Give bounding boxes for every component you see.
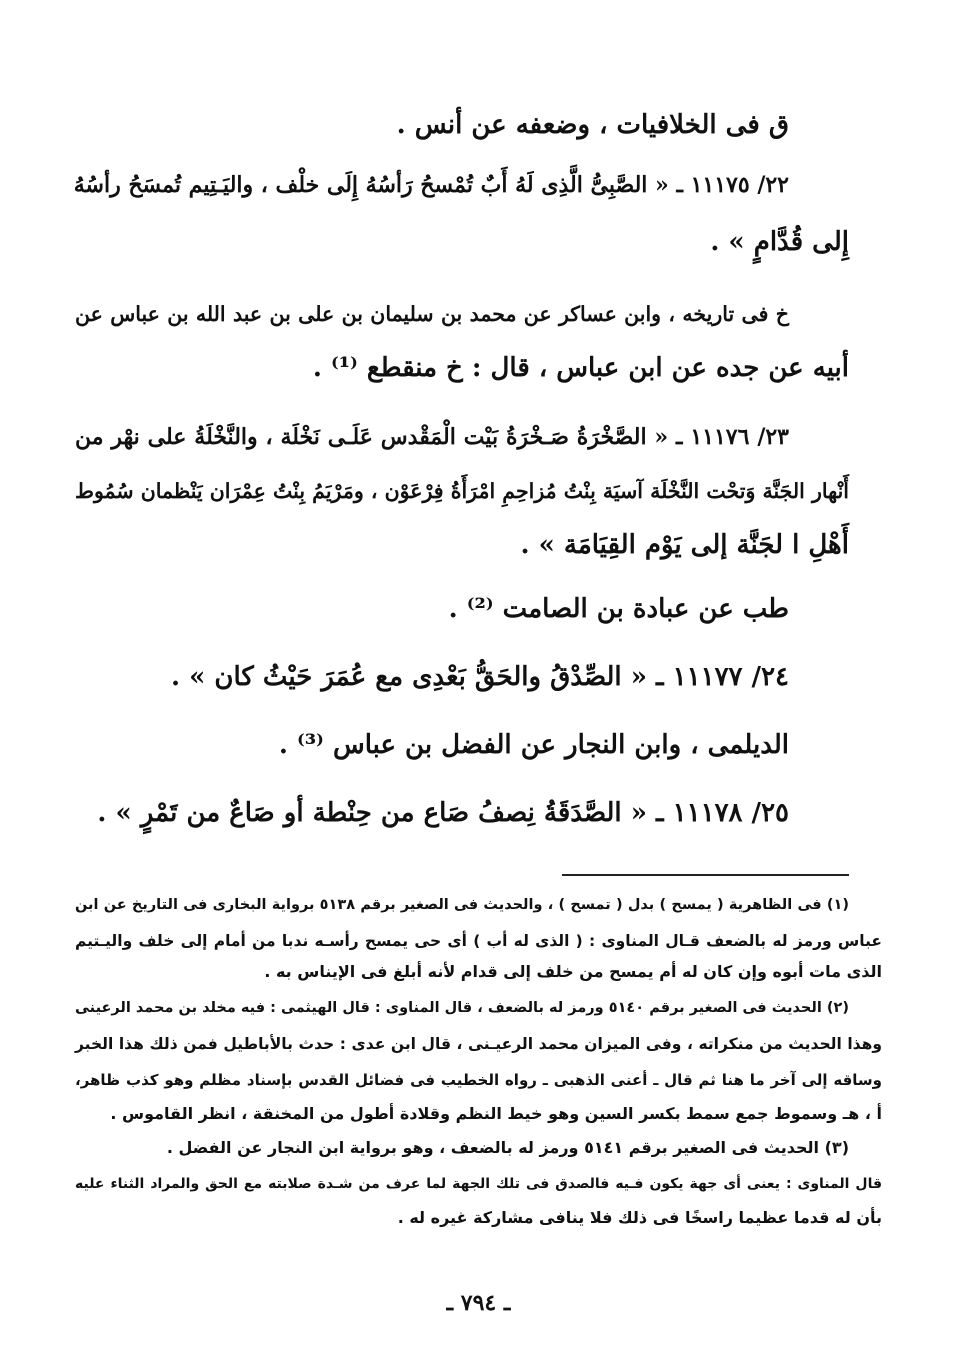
footnote-line: (١) فى الظاهرية ( يمسح ) بدل ( تمسح ) ، والحديث فى الصغير برقم ٥١٣٨ برواية البخارى فى التاريخ عن ابن	[75, 897, 849, 913]
page-number: ـ ٧٩٤ ـ	[446, 1290, 511, 1316]
footnote-line: وساقه إلى آخر ما هنا ثم قال ـ أعنى الذهبى ـ رواه الخطيب فى فضائل القدس بإسناد مظلم وهو كذب ظاهر،	[75, 1071, 882, 1089]
hadith-text-line: إِلى قُدَّامٍ » .	[710, 227, 849, 257]
hadith-source: ق فى الخلافيات ، وضعفه عن أنس .	[396, 110, 789, 140]
hadith-source: الديلمى ، وابن النجار عن الفضل بن عباس ⁽³⁾ .	[278, 730, 789, 760]
hadith-source-line: أبيه عن جده عن ابن عباس ، قال : خ منقطع ⁽¹⁾ .	[312, 353, 849, 383]
hadith-text-line: ٢٣/ ١١١٧٦ ـ « الصَّخْرَةُ صَـخْرَةُ بَيْت الْمَقْدس عَلَـى نَخْلَة ، والنَّخْلَةُ على نهْر من	[75, 424, 789, 450]
footnote-line: قال المناوى : يعنى أى جهة يكون فـيه فالصدق فى تلك الجهة لما عرف من شـدة صلابته مع الحق والمراد الثناء عليه	[75, 1176, 882, 1192]
hadith-text-line: أَهْلِ ا لجَنَّة إلى يَوْم القِيَامَة » .	[520, 530, 849, 560]
hadith-text-line: ٢٤/ ١١١٧٧ ـ « الصِّدْقُ والحَقُّ بَعْدِى مع عُمَرَ حَيْثُ كان » .	[170, 662, 789, 692]
hadith-source-line: خ فى تاريخه ، وابن عساكر عن محمد بن سليمان بن على بن عبد الله بن عباس عن	[75, 302, 789, 326]
hadith-text-line: ٢٥/ ١١١٧٨ ـ « الصَّدَقَةُ نِصفُ صَاع من حِنْطة أو صَاعٌ من تَمْرٍ » .	[97, 798, 789, 828]
footnote-line: عباس ورمز له بالضعف قـال المناوى : ( الذى له أب ) أى حى يمسح رأسـه ندبا من أمام إلى خلف واليـتيم	[75, 932, 882, 950]
footnote-line: الذى مات أبوه وإن كان له أم يمسح من خلف إلى قدام لأنه أبلغ فى الإيناس به .	[264, 962, 882, 981]
footnote-line: (٢) الحديث فى الصغير برقم ٥١٤٠ ورمز له بالضعف ، قال المناوى : قال الهيثمى : فيه مخلد بن محمد الرعينى	[75, 1000, 849, 1016]
footnote-separator	[562, 874, 849, 876]
hadith-text-line: أَنْهار الجَنَّة وَتحْت النَّخْلَة آسيَة بِنْتُ مُزاحِمِ امْرَأَةُ فِرْعَوْن ، ومَرْيَمُ بِنْتُ عِمْرَان يَنْظمان سُمُوط	[75, 479, 849, 503]
hadith-text-line: ٢٢/ ١١١٧٥ ـ « الصَّبِىُّ الَّذِى لَهُ أَبٌ تُمْسحُ رَأسُهُ إِلَى خلْف ، واليَـتِيم تُمسَحُ رأسُهُ	[73, 172, 789, 198]
footnote-line: وهذا الحديث من منكراته ، وفى الميزان محمد الرعيـنى ، قال ابن عدى : حدث بالأباطيل فمن ذلك هذا الخبر	[75, 1035, 882, 1053]
footnote-line: (٣) الحديث فى الصغير برقم ٥١٤١ ورمز له بالضعف ، وهو برواية ابن النجار عن الفضل .	[166, 1138, 849, 1157]
footnote-line: أ ، هـ وسموط جمع سمط بكسر السين وهو خيط النظم وقلادة أطول من المخنقة ، انظر القاموس .	[110, 1104, 882, 1123]
hadith-source: طب عن عبادة بن الصامت ⁽²⁾ .	[448, 594, 789, 624]
footnote-line: بأن له قدما عظيما راسخًا فى ذلك فلا ينافى مشاركة غيره له .	[397, 1208, 882, 1227]
